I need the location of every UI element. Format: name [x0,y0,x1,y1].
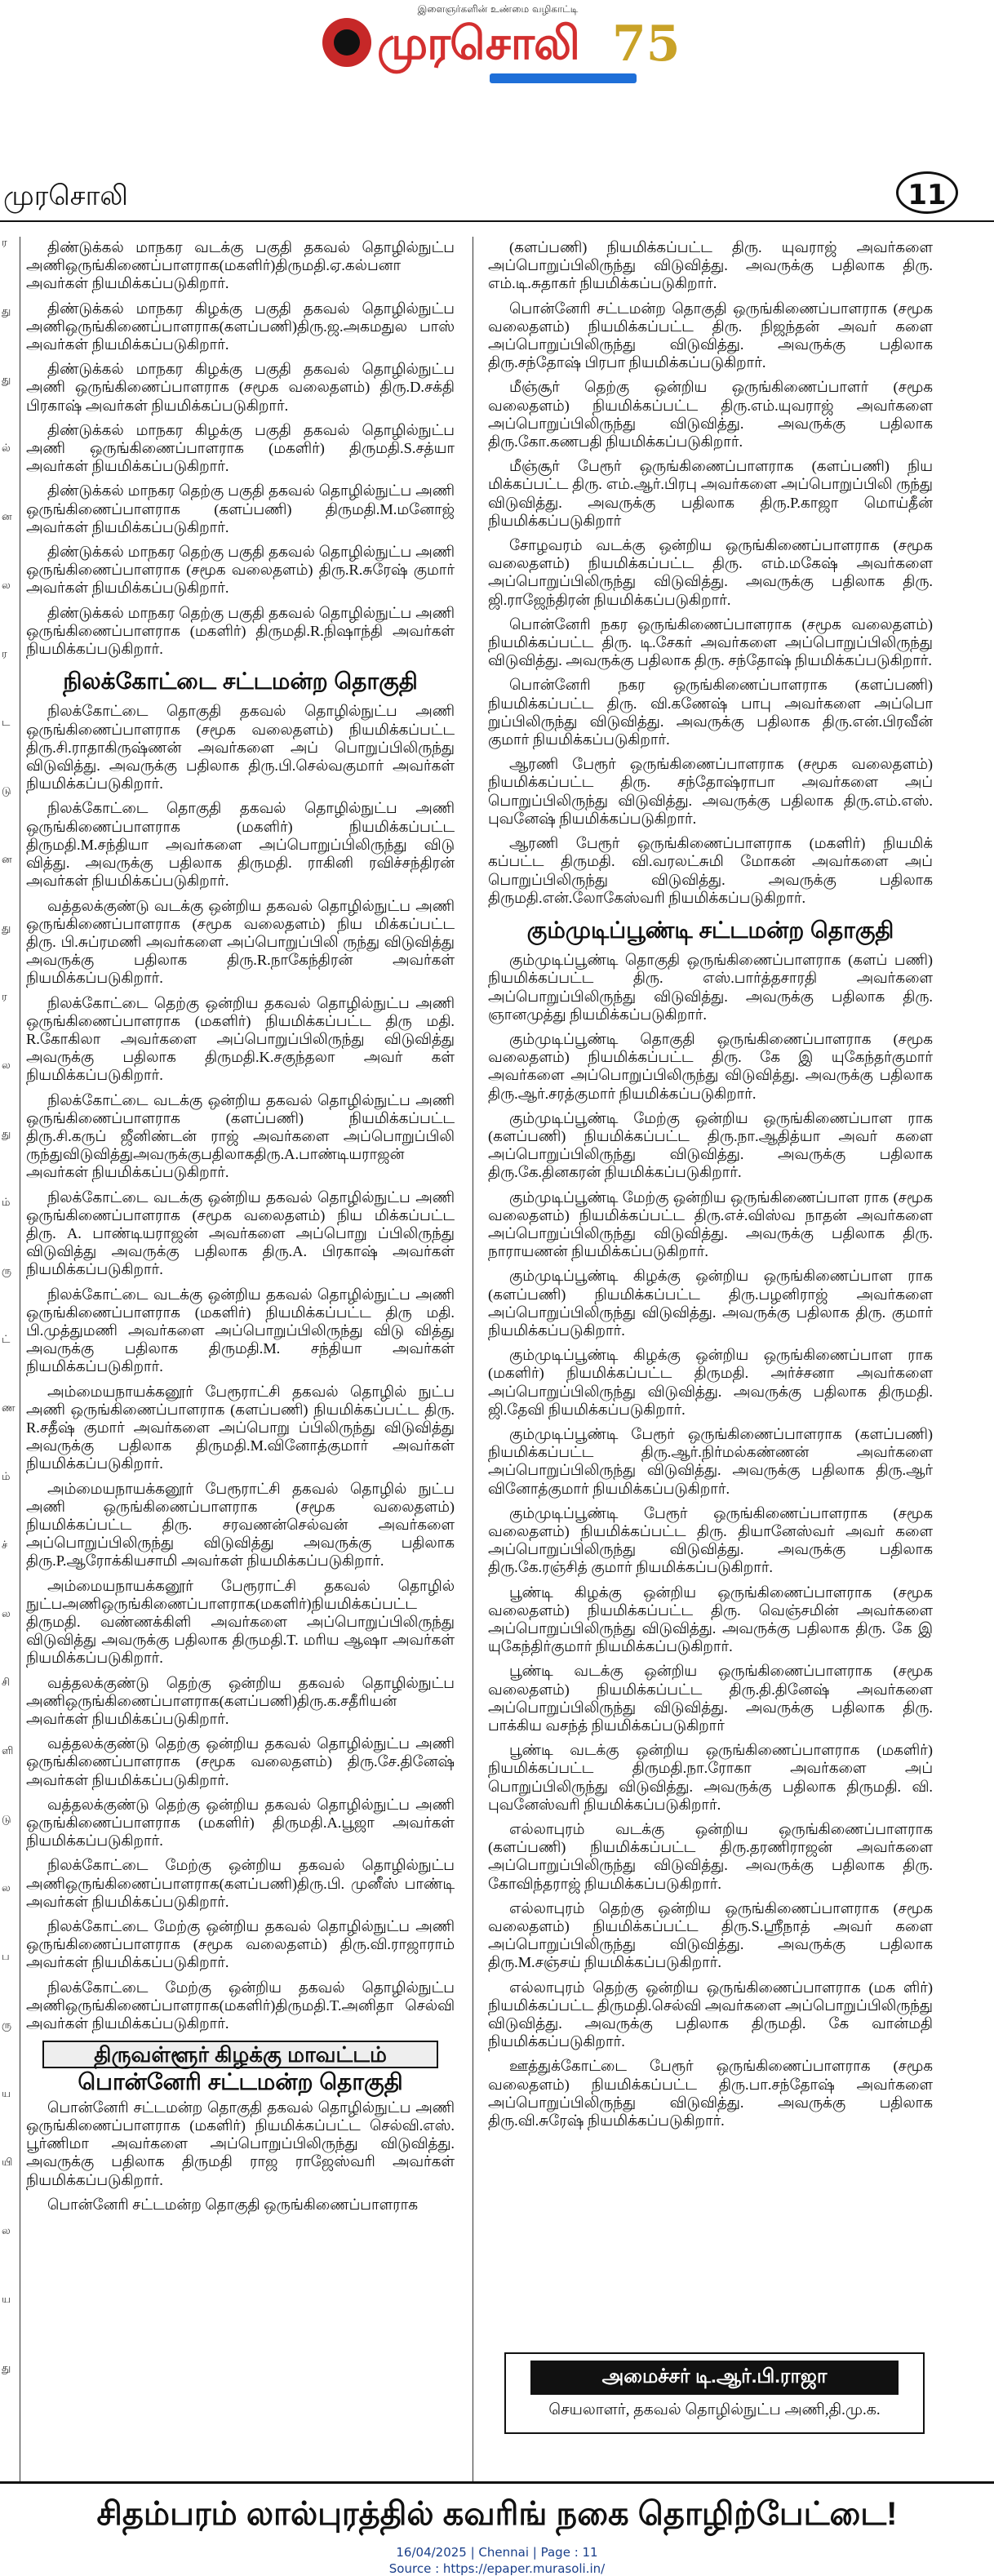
edge-fragment: ண [2,1402,16,1415]
party-emblem-icon [322,18,371,67]
article-paragraph: பொன்னேரி சட்டமன்ற தொகுதி ஒருங்கிணைப்பாளராக [47,2196,419,2213]
article-paragraph: நிலக்கோட்டை வடக்கு ஒன்றிய தகவல் தொழில்நுட்ப அணி ஒருங்கிணைப்பாளராக (சமூக வலைதளம்) நிய மிக்கப்பட்ட திரு. A. பாண்டியராஜன் அவர்களை அப்பொறு ப்பிலிருந்து விடுவித்து அவருக்கு பதிலாக திரு.A. பிரகாஷ் அவர்கள் நியமிக்கப்படுகிறார். [26,1188,455,1278]
article-paragraph: பொன்னேரி நகர ஒருங்கிணைப்பாளராக (சமூக வலைதளம்) நியமிக்கப்பட்ட திரு. டி.சேகர் அவர்களை அப்பொறுப்பிலிருந்து விடுவித்து. அவருக்கு பதிலாக திரு. சந்தோஷ் நியமிக்கப்படுகிறார். [488,615,933,669]
edge-fragment: து [2,305,11,318]
edge-fragment: ர [2,237,7,249]
article-paragraph: திண்டுக்கல் மாநகர கிழக்கு பகுதி தகவல் தொழில்நுட்ப அணிஒருங்கிணைப்பாளராக(களப்பணி)திரு.ஜ.அகமதுல பாஸ் அவர்கள் நியமிக்கப்படுகிறார். [26,300,455,353]
article-paragraph: வத்தலக்குண்டு தெற்கு ஒன்றிய தகவல் தொழில்நுட்ப அணிஒருங்கிணைப்பாளராக(களப்பணி)திரு.க.சதீரியன் அவர்கள் நியமிக்கப்படுகிறார். [26,1674,455,1728]
edge-fragment: ர [2,648,7,660]
article-paragraph: கும்முடிப்பூண்டி பேரூர் ஒருங்கிணைப்பாளராக (களப்பணி) நியமிக்கப்பட்ட திரு.ஆர்.நிர்மல்கண்ணன் அவர்களை அப்பொறுப்பிலிருந்து விடுவித்து. அவருக்கு பதிலாக திரு.ஆர் வினோத்குமார் நியமிக்கப்படுகிறார். [488,1425,933,1497]
article-paragraph: பூண்டி கிழக்கு ஒன்றிய ஒருங்கிணைப்பாளராக (சமூக வலைதளம்) நியமிக்கப்பட்ட திரு. வெஞ்சமின் அவர்களை அப்பொறுப்பிலிருந்து விடுவித்து. அவருக்கு பதிலாக திரு. கே இ யுகேந்திர்குமார் நியமிக்கப்படுகிறார். [488,1583,933,1655]
edge-fragment: து [2,1128,11,1140]
masthead-tagline: இளைஞர்களின் உண்மை வழிகாட்டி [417,3,579,15]
edge-fragment: ட [2,717,11,729]
article-paragraph: கும்முடிப்பூண்டி தொகுதி ஒருங்கிணைப்பாளராக (களப் பணி) நியமிக்கப்பட்ட திரு. எஸ்.பார்த்தசாரதி அவர்களை அப்பொறுப்பிலிருந்து விடுவித்து. அவருக்கு பதிலாக திரு. ஞானமுத்து நியமிக்கப்படுகிறார். [488,952,933,1023]
article-paragraph: மீஞ்சூர் தெற்கு ஒன்றிய ஒருங்கிணைப்பாளர் (சமூக வலைதளம்) நியமிக்கப்பட்ட திரு.எம்.யுவராஜ் அவர்களை அப்பொறுப்பிலிருந்து விடுவித்து. அவருக்கு பதிலாக திரு.கோ.கணபதி நியமிக்கப்படுகிறார். [488,379,933,451]
district-heading-box: திருவள்ளூர் கிழக்கு மாவட்டம் [42,2041,438,2068]
edge-fragment: ல [2,1882,11,1894]
article-paragraph: வத்தலக்குண்டு தெற்கு ஒன்றிய தகவல் தொழில்நுட்ப அணி ஒருங்கிணைப்பாளராக (மகளிர்) திருமதி.A.பூஜா அவர்கள் நியமிக்கப்படுகிறார். [26,1796,455,1850]
article-paragraph: வத்தலக்குண்டு தெற்கு ஒன்றிய தகவல் தொழில்நுட்ப அணி ஒருங்கிணைப்பாளராக (சமூக வலைதளம்) திரு.சே.தினேஷ் அவர்கள் நியமிக்கப்படுகிறார். [26,1735,455,1788]
left-margin-fragments [0,237,18,2449]
footer-rule [0,2481,994,2484]
page-header [0,171,994,220]
article-paragraph: கும்முடிப்பூண்டி மேற்கு ஒன்றிய ஒருங்கிணைப்பாள ராக (சமூக வலைதளம்) நியமிக்கப்பட்ட திரு.எச்.விஸ்வ நாதன் அவர்களை அப்பொறுப்பிலிருந்து விடுவித்து. அவருக்கு பதிலாக திரு. நாராயணன் நியமிக்கப்படுகிறார். [488,1188,933,1260]
article-paragraph: நிலக்கோட்டை மேற்கு ஒன்றிய தகவல் தொழில்நுட்ப அணி ஒருங்கிணைப்பாளராக (சமூக வலைதளம்) திரு.வி.ராஜாராம் அவர்கள் நியமிக்கப்படுகிறார். [26,1918,455,1971]
article-paragraph: நிலக்கோட்டை மேற்கு ஒன்றிய தகவல் தொழில்நுட்ப அணிஒருங்கிணைப்பாளராக(களப்பணி)திரு.பி. முனீஸ் பாண்டி அவர்கள் நியமிக்கப்படுகிறார். [26,1857,455,1910]
edge-fragment: ல [2,1059,11,1072]
section-heading-ponneri: பொன்னேரி சட்டமன்ற தொகுதி [78,2069,403,2095]
article-paragraph: மீஞ்சூர் பேரூர் ஒருங்கிணைப்பாளராக (களப்பணி) நிய மிக்கப்பட்ட திரு. எம்.ஆர்.பிரபு அவர்களை அப்பொறுப்பிலி ருந்து விடுவித்து. அவருக்கு பதிலாக திரு.P.காஜா மொய்தீன் நியமிக்கப்படுகிறார் [488,458,933,529]
edge-fragment: ட் [2,1334,11,1346]
article-paragraph: எல்லாபுரம் தெற்கு ஒன்றிய ஒருங்கிணைப்பாளராக (சமூக வலைதளம்) நியமிக்கப்பட்ட திரு.S.ஸ்ரீநாத் அவர் களை அப்பொறுப்பிலிருந்து விடுவித்து. அவருக்கு பதிலாக திரு.M.சஞ்சய் நியமிக்கப்படுகிறார். [488,1899,933,1971]
edge-fragment: ல [2,2225,11,2237]
section-heading-nilakottai: நிலக்கோட்டை சட்டமன்ற தொகுதி [63,668,418,695]
edge-fragment: ன [2,854,12,866]
header-rule [0,220,994,222]
article-paragraph: திண்டுக்கல் மாநகர வடக்கு பகுதி தகவல் தொழில்நுட்ப அணிஒருங்கிணைப்பாளராக(மகளிர்)திருமதி.ஏ.கல்பனா அவர்கள் நியமிக்கப்படுகிறார். [26,239,455,292]
edge-fragment: ம் [2,1197,11,1209]
edge-fragment: ப [2,1951,10,1963]
edge-fragment: ரு [2,1265,12,1277]
article-paragraph: பூண்டி வடக்கு ஒன்றிய ஒருங்கிணைப்பாளராக (மகளிர்) நியமிக்கப்பட்ட திருமதி.நா.ரோகா அவர்களை அப் பொறுப்பிலிருந்து விடுவித்து. அவருக்கு பதிலாக திருமதி. வி. புவனேஸ்வரி நியமிக்கப்படுகிறார். [488,1742,933,1813]
edge-fragment: ர [2,991,7,1003]
article-paragraph: கும்முடிப்பூண்டி கிழக்கு ஒன்றிய ஒருங்கிணைப்பாள ராக (மகளிர்) நியமிக்கப்பட்ட திருமதி. அர்ச்சனா அவர்களை அப்பொறுப்பிலிருந்து விடுவித்து. அவருக்கு பதிலாக திருமதி. ஜி.தேவி நியமிக்கப்படுகிறார். [488,1347,933,1418]
bottom-headline: சிதம்பரம் லால்புரத்தில் கவரிங் நகை தொழிற்பேட்டை! [96,2496,898,2532]
edge-fragment: ளி [2,1745,14,1757]
page-section-name: முரசொலி [3,180,128,212]
article-paragraph: பொன்னேரி சட்டமன்ற தொகுதி ஒருங்கிணைப்பாளராக (சமூக வலைதளம்) நியமிக்கப்பட்ட திரு. நிஜந்தன் அவர் களை அப்பொறுப்பிலிருந்து விடுவித்து. அவருக்கு பதிலாக திரு.சந்தோஷ் பிரபா நியமிக்கப்படுகிறார். [488,300,933,371]
edge-fragment: டு [2,1814,11,1826]
footer-date-line: 16/04/2025 | Chennai | Page : 11 [396,2545,598,2560]
article-paragraph: அம்மையநாயக்கனூர் பேரூராட்சி தகவல் தொழில் நுட்ப அணி ஒருங்கிணைப்பாளராக (களப்பணி) நியமிக்கப்பட்ட திரு. R.சதீஷ் குமார் அவர்களை அப்பொறு ப்பிலிருந்து விடுவித்து அவருக்கு பதிலாக திருமதி.M.வினோத்குமார் அவர்கள் நியமிக்கப்படுகிறார். [26,1383,455,1472]
article-paragraph: நிலக்கோட்டை தொகுதி தகவல் தொழில்நுட்ப அணி ஒருங்கிணைப்பாளராக (சமூக வலைதளம்) நியமிக்கப்பட்ட திரு.சி.ராதாகிருஷ்ணன் அவர்களை அப் பொறுப்பிலிருந்து விடுவித்து. அவருக்கு பதிலாக திரு.பி.செல்வகுமார் அவர்கள் நியமிக்கப்படுகிறார். [26,703,455,793]
article-paragraph: கும்முடிப்பூண்டி தொகுதி ஒருங்கிணைப்பாளராக (சமூக வலைதளம்) நியமிக்கப்பட்ட திரு. கே இ யுகேந்தர்குமார் அவர்களை அப்பொறுப்பிலிருந்து விடுவித்து. அவருக்கு பதிலாக திரு.ஆர்.சரத்குமார் நியமிக்கப்படுகிறார். [488,1030,933,1102]
article-paragraph: எல்லாபுரம் தெற்கு ஒன்றிய ஒருங்கிணைப்பாளராக (மக ளிர்) நியமிக்கப்பட்ட திருமதி.செல்வி அவர்களை அப்பொறுப்பிலிருந்து விடுவித்து. அவருக்கு பதிலாக திருமதி. கே வான்மதி நியமிக்கப்படுகிறார். [488,1979,933,2050]
article-paragraph: சோழவரம் வடக்கு ஒன்றிய ஒருங்கிணைப்பாளராக (சமூக வலைதளம்) நியமிக்கப்பட்ட திரு. எம்.மகேஷ் அவர்களை அப்பொறுப்பிலிருந்து விடுவித்து. அவருக்கு பதிலாக திரு. ஜி.ராஜேந்திரன் நியமிக்கப்படுகிறார். [488,537,933,608]
signatory-designation: செயலாளர், தகவல் தொழில்நுட்ப அணி,தி.மு.க. [548,2401,881,2418]
signatory-name: அமைச்சர் டி.ஆர்.பி.ராஜா [530,2361,899,2395]
article-paragraph: பொன்னேரி சட்டமன்ற தொகுதி தகவல் தொழில்நுட்ப அணி ஒருங்கிணைப்பாளராக (மகளிர்) நியமிக்கப்பட்ட செல்வி.எஸ். பூர்ணிமா அவர்களை அப்பொறுப்பிலிருந்து விடுவித்து. அவருக்கு பதிலாக திருமதி ராஜ ராஜேஸ்வரி அவர்கள் நியமிக்கப்படுகிறார். [26,2099,455,2188]
article-paragraph: திண்டுக்கல் மாநகர கிழக்கு பகுதி தகவல் தொழில்நுட்ப அணி ஒருங்கிணைப்பாளராக (சமூக வலைதளம்) திரு.D.சக்தி பிரகாஷ் அவர்கள் நியமிக்கப்படுகிறார். [26,361,455,414]
article-paragraph: பொன்னேரி நகர ஒருங்கிணைப்பாளராக (களப்பணி) நியமிக்கப்பட்ட திரு. வி.கணேஷ் பாபு அவர்களை அப்பொ றுப்பிலிருந்து விடுவித்து. அவருக்கு பதிலாக திரு.என்.பிரவீன் குமார் நியமிக்கப்படுகிறார். [488,677,933,748]
footer-source-link[interactable]: Source : https://epaper.murasoli.in/ [388,2561,606,2576]
article-paragraph: கும்முடிப்பூண்டி கிழக்கு ஒன்றிய ஒருங்கிணைப்பாள ராக (களப்பணி) நியமிக்கப்பட்ட திரு.பழனிராஜ் அவர்களை அப்பொறுப்பிலிருந்து விடுவித்து. அவருக்கு பதிலாக திரு. குமார் நியமிக்கப்படுகிறார். [488,1268,933,1339]
newspaper-logo: முரசொலி [377,16,579,70]
edge-fragment: ரு [2,2019,12,2032]
page-number: 11 [896,171,958,214]
signature-box [504,2352,925,2434]
article-paragraph: கும்முடிப்பூண்டி மேற்கு ஒன்றிய ஒருங்கிணைப்பாள ராக (களப்பணி) நியமிக்கப்பட்ட திரு.நா.ஆதித்யா அவர் களை அப்பொறுப்பிலிருந்து விடுவித்து. அவருக்கு பதிலாக திரு.கே.தினகரன் நியமிக்கப்படுகிறார். [488,1109,933,1181]
edge-fragment: ம் [2,1471,11,1483]
edge-fragment: ச் [2,1539,8,1552]
article-paragraph: நிலக்கோட்டை வடக்கு ஒன்றிய தகவல் தொழில்நுட்ப அணி ஒருங்கிணைப்பாளராக (களப்பணி) நியமிக்கப்பட்ட திரு.சி.கருப் ஜீனிண்டன் ராஜ் அவர்களை அப்பொறுப்பிலி ருந்துவிடுவித்துஅவருக்குபதிலாகதிரு.A.பாண்டியராஜன் அவர்கள் நியமிக்கப்படுகிறார். [26,1091,455,1181]
article-paragraph: அம்மையநாயக்கனூர் பேரூராட்சி தகவல் தொழில் நுட்ப அணி ஒருங்கிணைப்பாளராக (சமூக வலைதளம்) நியமிக்கப்பட்ட திரு. சரவணன்செல்வன் அவர்களை அப்பொறுப்பிலிருந்து விடுவித்து அவருக்கு பதிலாக திரு.P.ஆரோக்கியசாமி அவர்கள் நியமிக்கப்படுகிறார். [26,1480,455,1570]
edge-fragment: ல [2,1608,11,1620]
edge-fragment: டு [2,785,11,797]
article-paragraph: திண்டுக்கல் மாநகர தெற்கு பகுதி தகவல் தொழில்நுட்ப அணி ஒருங்கிணைப்பாளராக (சமூக வலைதளம்) திரு.R.சுரேஷ் குமார் அவர்கள் நியமிக்கப்படுகிறார். [26,544,455,597]
masthead [0,0,994,90]
edge-fragment: து [2,2362,11,2374]
edge-fragment: சி [2,1677,11,1689]
edge-fragment: யி [2,2156,13,2169]
edge-fragment: ல [2,580,11,592]
article-paragraph: நிலக்கோட்டை மேற்கு ஒன்றிய தகவல் தொழில்நுட்ப அணிஒருங்கிணைப்பாளராக(மகளிர்)திருமதி.T.அனிதா செல்வி அவர்கள் நியமிக்கப்படுகிறார். [26,1979,455,2032]
article-paragraph: கும்முடிப்பூண்டி பேரூர் ஒருங்கிணைப்பாளராக (சமூக வலைதளம்) நியமிக்கப்பட்ட திரு. தியானேஸ்வர் அவர் களை அப்பொறுப்பிலிருந்து விடுவித்து. அவருக்கு பதிலாக திரு.கே.ரஞ்சித் குமார் நியமிக்கப்படுகிறார். [488,1504,933,1576]
article-paragraph: திண்டுக்கல் மாநகர கிழக்கு பகுதி தகவல் தொழில்நுட்ப அணி ஒருங்கிணைப்பாளராக (மகளிர்) திருமதி.S.சத்யா அவர்கள் நியமிக்கப்படுகிறார். [26,421,455,475]
article-column-2 [488,238,933,2136]
article-column-1 [26,238,455,2220]
article-paragraph: (களப்பணி) நியமிக்கப்பட்ட திரு. யுவராஜ் அவர்களை அப்பொறுப்பிலிருந்து விடுவித்து. அவருக்கு பதிலாக திரு. எம்.டி.சுதாகர் நியமிக்கப்படுகிறார். [488,239,933,292]
article-paragraph: திண்டுக்கல் மாநகர தெற்கு பகுதி தகவல் தொழில்நுட்ப அணி ஒருங்கிணைப்பாளராக (மகளிர்) திருமதி.R.நிஷாந்தி அவர்கள் நியமிக்கப்படுகிறார். [26,604,455,658]
article-paragraph: நிலக்கோட்டை தொகுதி தகவல் தொழில்நுட்ப அணி ஒருங்கிணைப்பாளராக (மகளிர்) நியமிக்கப்பட்ட திருமதி.M.சந்தியா அவர்களை அப்பொறுப்பிலிருந்து விடு வித்து. அவருக்கு பதிலாக திருமதி. ராகினி ரவிச்சந்திரன் அவர்கள் நியமிக்கப்படுகிறார். [26,800,455,890]
edge-fragment: ன [2,511,12,523]
edge-fragment: ல் [2,442,11,455]
edge-fragment: ய [2,2294,11,2306]
article-paragraph: ஊத்துக்கோட்டை பேரூர் ஒருங்கிணைப்பாளராக (சமூக வலைதளம்) நியமிக்கப்பட்ட திரு.பா.சந்தோஷ் அவர்களை அப்பொறுப்பிலிருந்து விடுவித்து. அவருக்கு பதிலாக திரு.வி.சுரேஷ் நியமிக்கப்படுகிறார். [488,2058,933,2130]
article-paragraph: திண்டுக்கல் மாநகர தெற்கு பகுதி தகவல் தொழில்நுட்ப அணி ஒருங்கிணைப்பாளராக (களப்பணி) திருமதி.M.மனோஜ் அவர்கள் நியமிக்கப்படுகிறார். [26,482,455,535]
article-paragraph: எல்லாபுரம் வடக்கு ஒன்றிய ஒருங்கிணைப்பாளராக (களப்பணி) நியமிக்கப்பட்ட திரு.தரணிராஜன் அவர்களை அப்பொறுப்பிலிருந்து விடுவித்து. அவருக்கு பதிலாக திரு. கோவிந்தராஜ் நியமிக்கப்படுகிறார். [488,1821,933,1892]
article-paragraph: ஆரணி பேரூர் ஒருங்கிணைப்பாளராக (மகளிர்) நியமிக் கப்பட்ட திருமதி. வி.வரலட்சுமி மோகன் அவர்களை அப் பொறுப்பிலிருந்து விடுவித்து. அவருக்கு பதிலாக திருமதி.என்.லோகேஸ்வரி நியமிக்கப்படுகிறார். [488,835,933,906]
article-paragraph: வத்தலக்குண்டு வடக்கு ஒன்றிய தகவல் தொழில்நுட்ப அணி ஒருங்கிணைப்பாளராக (சமூக வலைதளம்) நிய மிக்கப்பட்ட திரு. பி.சுப்ரமணி அவர்களை அப்பொறுப்பிலி ருந்து விடுவித்து அவருக்கு பதிலாக திரு.R.நாகேந்திரன் அவர்கள் நியமிக்கப்படுகிறார். [26,897,455,987]
section-heading-gummidipoondi: கும்முடிப்பூண்டி சட்டமன்ற தொகுதி [526,917,894,943]
article-paragraph: ஆரணி பேரூர் ஒருங்கிணைப்பாளராக (சமூக வலைதளம்) நியமிக்கப்பட்ட திரு. சந்தோஷ்ராபா அவர்களை அப் பொறுப்பிலிருந்து விடுவித்து. அவருக்கு பதிலாக திரு.எம்.எஸ். புவனேஷ் நியமிக்கப்படுகிறார். [488,756,933,827]
edge-fragment: து [2,922,11,935]
logo-ribbon [490,73,637,83]
edge-fragment: து [2,374,11,386]
article-paragraph: நிலக்கோட்டை தெற்கு ஒன்றிய தகவல் தொழில்நுட்ப அணி ஒருங்கிணைப்பாளராக (மகளிர்) நியமிக்கப்பட்ட திரு மதி. R.கோகிலா அவர்களை அப்பொறுப்பிலிருந்து விடுவித்து அவருக்கு பதிலாக திருமதி.K.சகுந்தலா அவர் கள் நியமிக்கப்படுகிறார். [26,994,455,1084]
anniversary-badge: 75 [612,16,681,73]
article-paragraph: அம்மையநாயக்கனூர் பேரூராட்சி தகவல் தொழில் நுட்பஅணிஒருங்கிணைப்பாளராக(மகளிர்)நியமிக்கப்பட்ட திருமதி. வண்ணக்கிளி அவர்களை அப்பொறுப்பிலிருந்து விடுவித்து அவருக்கு பதிலாக திருமதி.T. மரிய ஆஷா அவர்கள் நியமிக்கப்படுகிறார். [26,1577,455,1667]
article-paragraph: பூண்டி வடக்கு ஒன்றிய ஒருங்கிணைப்பாளராக (சமூக வலைதளம்) நியமிக்கப்பட்ட திரு.தி.தினேஷ் அவர்களை அப்பொறுப்பிலிருந்து விடுவித்து. அவருக்கு பதிலாக திரு. பாக்கிய வசந்த் நியமிக்கப்படுகிறார் [488,1663,933,1734]
edge-fragment: ய [2,2088,11,2100]
article-paragraph: நிலக்கோட்டை வடக்கு ஒன்றிய தகவல் தொழில்நுட்ப அணி ஒருங்கிணைப்பாளராக (மகளிர்) நியமிக்கப்பட்ட திரு மதி. பி.முத்துமணி அவர்களை அப்பொறுப்பிலிருந்து விடு வித்து அவருக்கு பதிலாக திருமதி.M. சந்தியா அவர்கள் நியமிக்கப்படுகிறார். [26,1286,455,1375]
